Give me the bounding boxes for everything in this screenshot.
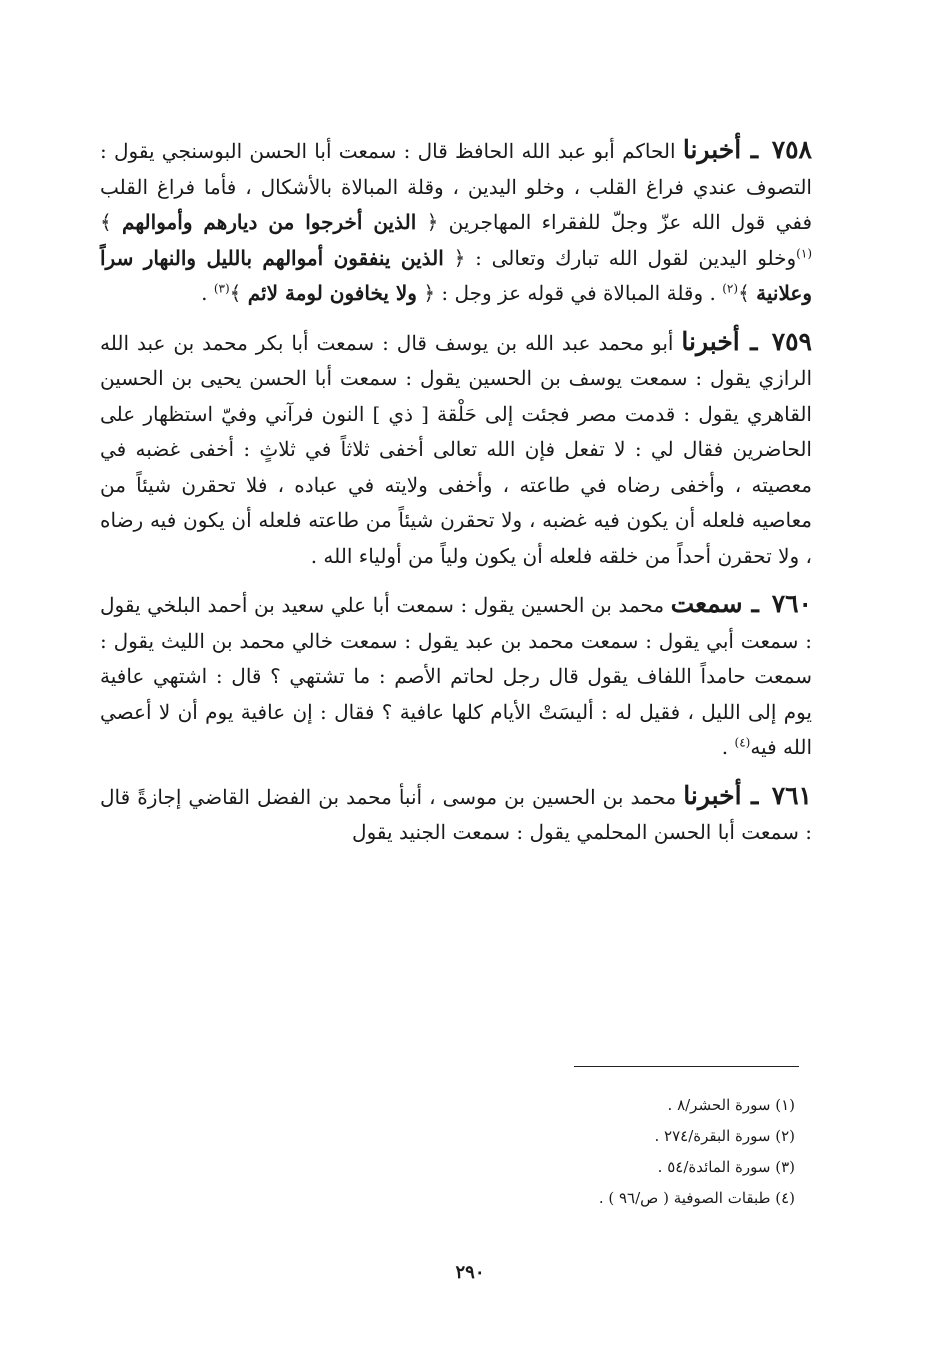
- footnote-ref: (٤): [734, 735, 751, 750]
- footnote-ref: (٢): [722, 281, 739, 296]
- entry-end: .: [201, 281, 208, 305]
- quran-verse: الذين أخرجوا من ديارهم وأموالهم: [122, 210, 417, 234]
- quran-brace-close: ﴾: [229, 281, 242, 305]
- quran-verse: الذين ينفقون أموالهم بالليل والنهار سراً وعلانية: [100, 245, 812, 305]
- entry-number: ٧٦٠: [771, 589, 812, 618]
- quran-brace-close: ﴾: [100, 210, 112, 234]
- footnote-divider: [574, 1066, 799, 1067]
- entry-761-heading: [683, 781, 812, 810]
- entry-keyword: أخبرنا: [681, 326, 740, 356]
- entry-761: [100, 778, 812, 851]
- footnote-ref: (١): [796, 245, 812, 260]
- entry-keyword: أخبرنا: [682, 135, 742, 164]
- entry-758-heading: [683, 135, 812, 164]
- entry-760: [100, 586, 812, 766]
- footnote-4: (٤) طبقات الصوفية ( ص/٩٦ ) .: [598, 1189, 795, 1207]
- quran-verse: ولا يخافون لومة لائم: [247, 281, 417, 305]
- entry-keyword: أخبرنا: [683, 780, 742, 810]
- quran-brace-open: ﴿: [453, 245, 466, 270]
- entry-759-heading: [681, 327, 812, 356]
- footnote-1: (١) سورة الحشر/٨ .: [667, 1096, 795, 1114]
- entry-text: محمد بن الحسين بن موسى ، أنبأ محمد بن الفضل القاضي إجازةً قال : سمعت أبا الحسن المحلمي يقول : سمعت الجنيد يقول: [100, 784, 812, 844]
- quran-brace-close: ﴾: [738, 281, 750, 305]
- entry-dash: ـ: [750, 135, 759, 164]
- entry-keyword: سمعت: [670, 589, 743, 618]
- main-text-body: [100, 132, 812, 863]
- entry-number: ٧٦١: [771, 780, 812, 810]
- footnote-3: (٣) سورة المائدة/٥٤ .: [657, 1158, 795, 1176]
- entry-760-heading: [671, 589, 812, 618]
- page-number: ٢٩٠: [455, 1262, 485, 1283]
- entry-text: أبو محمد عبد الله بن يوسف قال : سمعت أبا بكر محمد بن عبد الله الرازي يقول : سمعت يوسف بن الحسين يقول : سمعت أبا الحسن يحيى بن الحسين القاهري يقول : قدمت مصر فجئت إلى حَلْقة [ ذي ] النون فرآني وفيّ استظهار على الحاضرين فقال لي : لا تفعل فإن الله تعالى أخفى ثلاثاً في ثلاثٍ : أخفى غضبه في معصيته ، وأخفى رضاه في طاعته ، وأخفى ولايته في عباده ، فلا تحقرن شيئاً من معاصيه فلعله أن يكون فيه غضبه ، ولا تحقرن شيئاً من طاعته فلعله أن يكون فيه رضاه ، ولا تحقرن أحداً من خلقه فلعله أن يكون ولياً من أولياء الله .: [100, 330, 812, 568]
- entry-dash: ـ: [751, 589, 759, 618]
- entry-759: [100, 324, 812, 575]
- entry-text: محمد بن الحسين يقول : سمعت أبا علي سعيد بن أحمد البلخي يقول : سمعت أبي يقول : سمعت محمد بن عبد يقول : سمعت خالي محمد بن الليث يقول : سمعت حامداً اللفاف يقول قال رجل لحاتم الأصم : ما تشتهي ؟ قال : اشتهي عافية يوم إلى الليل ، فقيل له : أليسَتْ الأيام كلها عافية ؟ فقال : إن عافية يوم أن لا أعصي الله فيه: [100, 593, 812, 759]
- quran-brace-open: ﴿: [423, 281, 436, 305]
- entry-dash: ـ: [750, 326, 758, 356]
- entry-text: . وقلة المبالاة في قوله عز وجل :: [441, 281, 716, 305]
- entry-758: [100, 132, 812, 312]
- quran-brace-open: ﴿: [426, 210, 439, 234]
- entry-text: الحاكم أبو عبد الله الحافظ قال : سمعت أبا الحسن البوسنجي يقول : التصوف عندي فراغ القلب ، وخلو اليدين ، وقلة المبالاة بالأشكال ، فأما فراغ القلب ففي قول الله عزّ وجلّ للفقراء المهاجرين: [100, 139, 813, 234]
- footnote-ref: (٣): [213, 281, 230, 296]
- entry-number: ٧٥٩: [771, 326, 812, 356]
- footnote-2: (٢) سورة البقرة/٢٧٤ .: [654, 1127, 795, 1145]
- entry-dash: ـ: [750, 780, 759, 810]
- footnotes-section: [395, 1090, 795, 1214]
- entry-end: .: [721, 735, 729, 759]
- entry-number: ٧٥٨: [771, 135, 812, 164]
- entry-text: وخلو اليدين لقول الله تبارك وتعالى :: [475, 245, 797, 270]
